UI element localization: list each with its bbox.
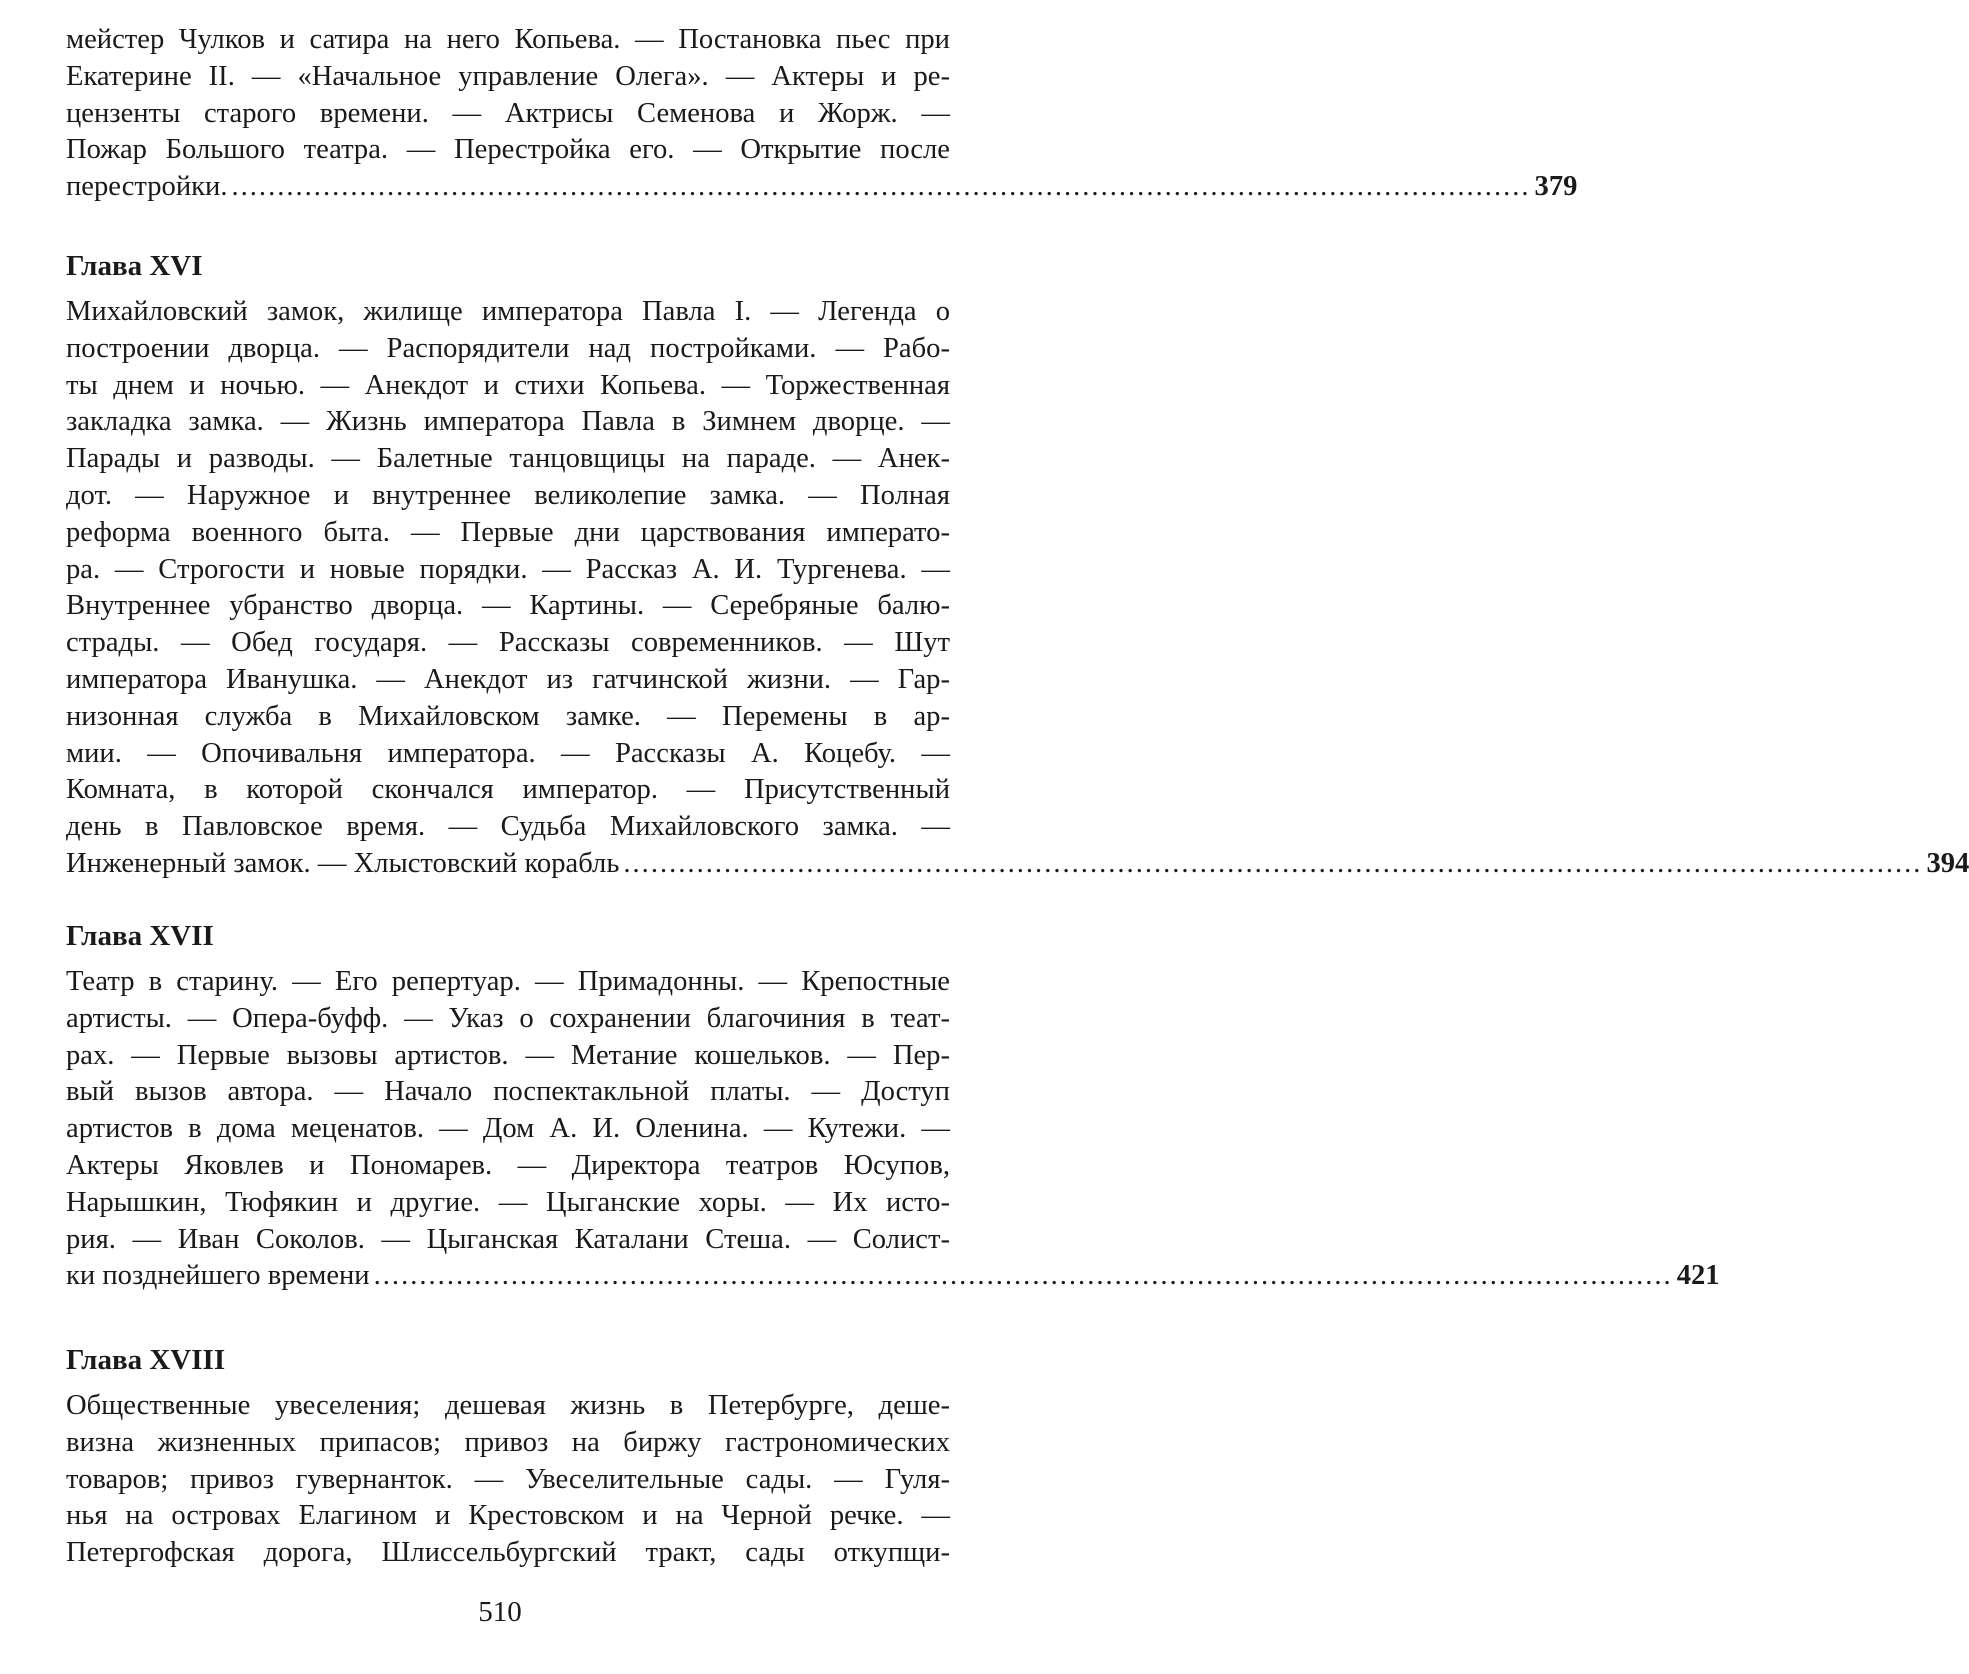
- text-line: Пожар Большого театра. — Перестройка его. — Открытие после: [66, 134, 950, 166]
- text-line: дот. — Наружное и внутреннее великолепие замка. — Полная: [66, 479, 950, 511]
- text-line: Инженерный замок. — Хлыстовский корабль: [66, 847, 620, 879]
- text-line: вый вызов автора. — Начало поспектакльной платы. — Доступ: [66, 1076, 950, 1108]
- text-line: Внутреннее убранство дворца. — Картины. — Серебряные балю-: [66, 590, 950, 622]
- toc-last-line: [66, 1258, 1720, 1295]
- toc-page-number: 379: [1534, 171, 1578, 203]
- chapter-heading: Глава XVIII: [66, 1344, 226, 1376]
- toc-last-line: [66, 169, 1578, 206]
- chapter-heading: Глава XVI: [66, 250, 203, 282]
- text-line: перестройки.: [66, 171, 228, 203]
- text-line: ки позднейшего времени: [66, 1260, 370, 1292]
- text-line: артистов в дома меценатов. — Дом А. И. Оленина. — Кутежи. —: [66, 1113, 950, 1145]
- toc-entry-chapter-18: [66, 1388, 950, 1572]
- toc-entry-chapter-16: [66, 294, 1969, 883]
- toc-entry-continuation: [66, 22, 1578, 206]
- text-line: Комната, в которой скончался император. — Присутственный: [66, 774, 950, 806]
- text-line: Актеры Яковлев и Пономарев. — Директора театров Юсупов,: [66, 1149, 950, 1181]
- chapter-heading: Глава XVII: [66, 920, 214, 952]
- text-line: рия. — Иван Соколов. — Цыганская Каталани Стеша. — Солист-: [66, 1223, 950, 1255]
- text-line: Парады и разводы. — Балетные танцовщицы на параде. — Анек-: [66, 443, 950, 475]
- text-line: цензенты старого времени. — Актрисы Семенова и Жорж. —: [66, 97, 950, 129]
- text-line: рах. — Первые вызовы артистов. — Метание кошельков. — Пер-: [66, 1039, 950, 1071]
- text-line: Общественные увеселения; дешевая жизнь в Петербурге, деше-: [66, 1390, 950, 1421]
- text-line: ты днем и ночью. — Анекдот и стихи Копьева. — Торжественная: [66, 369, 950, 401]
- toc-page-number: 394: [1926, 847, 1969, 879]
- toc-page-number: 421: [1676, 1260, 1720, 1292]
- text-line: императора Иванушка. — Анекдот из гатчинской жизни. — Гар-: [66, 663, 950, 695]
- text-line: товаров; привоз гувернанток. — Увеселительные сады. — Гуля-: [66, 1463, 950, 1495]
- text-line: Нарышкин, Тюфякин и другие. — Цыганские хоры. — Их исто-: [66, 1186, 950, 1218]
- text-line: визна жизненных припасов; привоз на биржу гастрономических: [66, 1426, 950, 1458]
- text-line: Театр в старину. — Его репертуар. — Примадонны. — Крепостные: [66, 966, 950, 997]
- text-line: построении дворца. — Распорядители над постройками. — Рабо-: [66, 332, 950, 364]
- text-line: нья на островах Елагином и Крестовском и на Черной речке. —: [66, 1500, 950, 1532]
- dot-leader: ..............................................................................................................................................: [231, 171, 1531, 203]
- text-line: мии. — Опочивальня императора. — Рассказы А. Коцебу. —: [66, 737, 950, 769]
- text-line: Михайловский замок, жилище императора Павла I. — Легенда о: [66, 296, 950, 327]
- page-number: 510: [478, 1596, 522, 1628]
- text-line: реформа военного быта. — Первые дни царствования императо-: [66, 516, 950, 548]
- dot-leader: ..............................................................................................................................................: [373, 1260, 1673, 1292]
- toc-entry-chapter-17: [66, 964, 1720, 1295]
- toc-last-line: [66, 846, 1969, 883]
- text-line: страды. — Обед государя. — Рассказы современников. — Шут: [66, 627, 950, 659]
- text-line: низонная служба в Михайловском замке. — Перемены в ар-: [66, 700, 950, 732]
- dot-leader: ..............................................................................................................................................: [623, 847, 1923, 879]
- text-line: артисты. — Опера-буфф. — Указ о сохранении благочиния в теат-: [66, 1002, 950, 1034]
- text-line: Екатерине II. — «Начальное управление Олега». — Актеры и ре-: [66, 60, 950, 92]
- text-line: день в Павловское время. — Судьба Михайловского замка. —: [66, 811, 950, 843]
- text-line: закладка замка. — Жизнь императора Павла в Зимнем дворце. —: [66, 406, 950, 438]
- text-line: Петергофская дорога, Шлиссельбургский тракт, сады откупщи-: [66, 1537, 950, 1569]
- text-line: мейстер Чулков и сатира на него Копьева. — Постановка пьес при: [66, 24, 950, 55]
- text-line: ра. — Строгости и новые порядки. — Рассказ А. И. Тургенева. —: [66, 553, 950, 585]
